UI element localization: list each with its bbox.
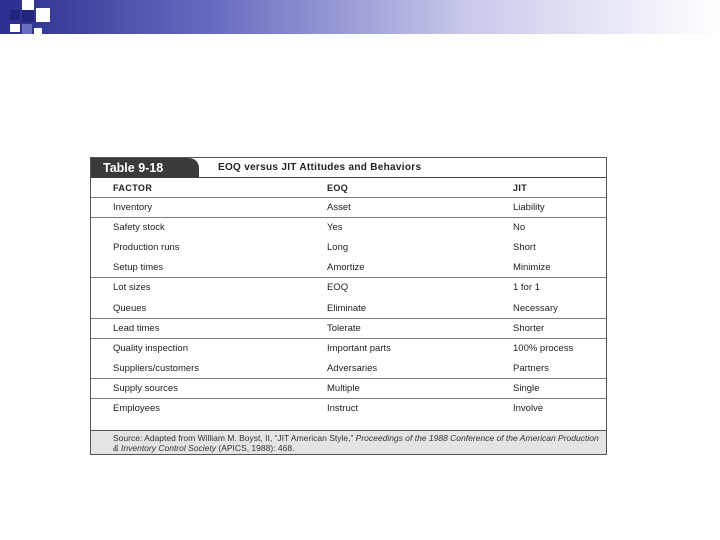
decor-square [10,10,20,20]
table-row [91,198,606,218]
decor-square [22,0,34,10]
eoq-cell: EOQ [327,282,349,294]
table-row [91,238,606,258]
table-row [91,278,606,298]
eoq-cell: Tolerate [327,322,361,334]
table-row [91,339,606,359]
jit-cell: Minimize [513,262,551,274]
data-table [91,178,606,419]
eoq-cell: Adversaries [327,362,378,374]
table-caption-title: EOQ versus JIT Attitudes and Behaviors [218,162,422,173]
factor-cell: Production runs [113,242,180,254]
factor-cell: Quality inspection [113,342,188,354]
table-row [91,399,606,419]
source-suffix: (APICS, 1988): 468. [218,443,295,453]
eoq-cell: Instruct [327,403,359,415]
table-source-note [91,430,606,454]
decor-square [34,28,42,36]
source-italic: Proceedings of the 1988 Conference of the American Production & Inventory Control Society [113,433,599,453]
eoq-cell: Important parts [327,342,391,354]
factor-cell: Setup times [113,262,164,274]
decor-square [36,8,50,22]
eoq-cell: Yes [327,222,343,234]
eoq-cell: Eliminate [327,302,367,314]
factor-cell: Employees [113,403,160,415]
factor-cell: Inventory [113,202,153,214]
eoq-cell: Long [327,242,349,254]
decor-square [10,24,20,32]
factor-cell: Safety stock [113,222,165,234]
table-row [91,319,606,339]
header-factor: FACTOR [113,183,153,193]
table-row [91,258,606,278]
jit-cell: Partners [513,362,549,374]
table-row [91,218,606,238]
eoq-cell: Amortize [327,262,365,274]
jit-cell: No [513,222,526,234]
factor-cell: Queues [113,302,147,314]
jit-cell: Single [513,382,540,394]
table-row [91,299,606,319]
header-jit: JIT [513,183,528,193]
header-eoq: EOQ [327,183,349,193]
jit-cell: 1 for 1 [513,282,540,294]
decor-square [22,10,34,22]
jit-cell: Involve [513,403,544,415]
jit-cell: Short [513,242,536,254]
jit-cell: Necessary [513,302,558,314]
factor-cell: Supply sources [113,382,178,394]
factor-cell: Lead times [113,322,160,334]
table-row [91,359,606,379]
factor-cell: Suppliers/customers [113,362,200,374]
eoq-cell: Asset [327,202,351,214]
table-caption-label: Table 9-18 [91,158,199,178]
jit-cell: Liability [513,202,545,214]
decor-square [22,24,32,34]
table-row [91,379,606,399]
table-caption-bar [91,158,606,178]
slide-banner [0,0,720,34]
factor-cell: Lot sizes [113,282,151,294]
eoq-cell: Multiple [327,382,360,394]
source-prefix: Source: Adapted from William M. Boyst, II, “JIT American Style,” [113,433,354,443]
jit-cell: 100% process [513,342,574,354]
table-header-row [91,178,606,198]
table-figure [90,157,607,455]
jit-cell: Shorter [513,322,545,334]
